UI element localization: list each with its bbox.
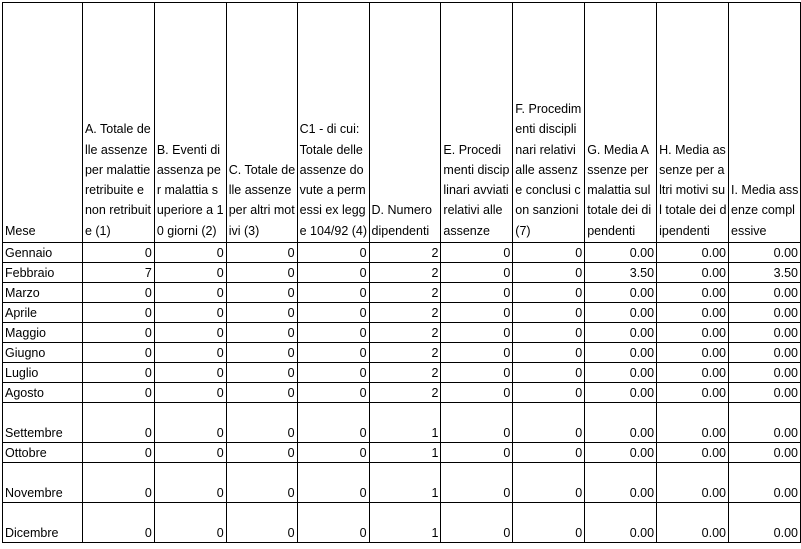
table-row bbox=[3, 243, 801, 263]
cell-c1: 0 bbox=[297, 443, 369, 463]
cell-c1: 0 bbox=[297, 303, 369, 323]
cell-d: 1 bbox=[369, 443, 441, 463]
cell-a: 0 bbox=[82, 503, 154, 543]
cell-c1: 0 bbox=[297, 283, 369, 303]
table-row bbox=[3, 343, 801, 363]
cell-e: 0 bbox=[441, 363, 513, 383]
header-g: G. Media Assenze per malattia sul totale dei dipendenti bbox=[585, 3, 657, 243]
table-row bbox=[3, 263, 801, 283]
cell-a: 0 bbox=[82, 383, 154, 403]
cell-b: 0 bbox=[154, 403, 226, 443]
cell-e: 0 bbox=[441, 263, 513, 283]
cell-b: 0 bbox=[154, 263, 226, 283]
cell-i: 0.00 bbox=[729, 323, 801, 343]
table-row bbox=[3, 363, 801, 383]
cell-f: 0 bbox=[513, 343, 585, 363]
cell-e: 0 bbox=[441, 323, 513, 343]
cell-mese: Ottobre bbox=[3, 443, 83, 463]
table-row bbox=[3, 463, 801, 503]
cell-c1: 0 bbox=[297, 463, 369, 503]
cell-a: 0 bbox=[82, 243, 154, 263]
cell-d: 1 bbox=[369, 503, 441, 543]
cell-g: 0.00 bbox=[585, 323, 657, 343]
cell-b: 0 bbox=[154, 463, 226, 503]
cell-c1: 0 bbox=[297, 343, 369, 363]
cell-d: 1 bbox=[369, 463, 441, 503]
cell-a: 0 bbox=[82, 363, 154, 383]
cell-h: 0.00 bbox=[657, 503, 729, 543]
cell-mese: Agosto bbox=[3, 383, 83, 403]
cell-b: 0 bbox=[154, 503, 226, 543]
cell-c1: 0 bbox=[297, 243, 369, 263]
header-a: A. Totale delle assenze per malattie retribuite e non retribuite (1) bbox=[82, 3, 154, 243]
header-h: H. Media assenze per altri motivi sul totale dei dipendenti bbox=[657, 3, 729, 243]
cell-i: 0.00 bbox=[729, 243, 801, 263]
cell-b: 0 bbox=[154, 303, 226, 323]
cell-i: 0.00 bbox=[729, 383, 801, 403]
cell-g: 0.00 bbox=[585, 443, 657, 463]
cell-d: 2 bbox=[369, 303, 441, 323]
cell-f: 0 bbox=[513, 323, 585, 343]
cell-e: 0 bbox=[441, 283, 513, 303]
cell-c: 0 bbox=[226, 383, 297, 403]
cell-f: 0 bbox=[513, 263, 585, 283]
cell-a: 0 bbox=[82, 403, 154, 443]
cell-g: 0.00 bbox=[585, 403, 657, 443]
cell-b: 0 bbox=[154, 363, 226, 383]
header-c: C. Totale delle assenze per altri motivi (3) bbox=[226, 3, 297, 243]
cell-c: 0 bbox=[226, 243, 297, 263]
cell-f: 0 bbox=[513, 363, 585, 383]
cell-c1: 0 bbox=[297, 323, 369, 343]
cell-i: 3.50 bbox=[729, 263, 801, 283]
cell-h: 0.00 bbox=[657, 403, 729, 443]
cell-a: 0 bbox=[82, 343, 154, 363]
cell-g: 3.50 bbox=[585, 263, 657, 283]
cell-i: 0.00 bbox=[729, 303, 801, 323]
cell-b: 0 bbox=[154, 323, 226, 343]
cell-d: 2 bbox=[369, 283, 441, 303]
cell-g: 0.00 bbox=[585, 503, 657, 543]
cell-i: 0.00 bbox=[729, 443, 801, 463]
cell-c1: 0 bbox=[297, 503, 369, 543]
cell-g: 0.00 bbox=[585, 363, 657, 383]
cell-f: 0 bbox=[513, 243, 585, 263]
cell-d: 2 bbox=[369, 383, 441, 403]
cell-c: 0 bbox=[226, 283, 297, 303]
cell-i: 0.00 bbox=[729, 503, 801, 543]
cell-a: 0 bbox=[82, 463, 154, 503]
cell-e: 0 bbox=[441, 303, 513, 323]
cell-mese: Marzo bbox=[3, 283, 83, 303]
cell-mese: Maggio bbox=[3, 323, 83, 343]
cell-d: 2 bbox=[369, 263, 441, 283]
cell-mese: Gennaio bbox=[3, 243, 83, 263]
table-row bbox=[3, 283, 801, 303]
cell-g: 0.00 bbox=[585, 343, 657, 363]
cell-f: 0 bbox=[513, 283, 585, 303]
cell-mese: Aprile bbox=[3, 303, 83, 323]
cell-f: 0 bbox=[513, 463, 585, 503]
cell-h: 0.00 bbox=[657, 303, 729, 323]
cell-e: 0 bbox=[441, 343, 513, 363]
cell-g: 0.00 bbox=[585, 283, 657, 303]
cell-e: 0 bbox=[441, 463, 513, 503]
cell-i: 0.00 bbox=[729, 463, 801, 503]
header-f: F. Procedimenti disciplinari relativi alle assenze conclusi con sanzioni (7) bbox=[513, 3, 585, 243]
cell-c1: 0 bbox=[297, 383, 369, 403]
cell-h: 0.00 bbox=[657, 243, 729, 263]
cell-h: 0.00 bbox=[657, 283, 729, 303]
cell-a: 0 bbox=[82, 303, 154, 323]
header-e: E. Procedimenti disciplinari avviati relativi alle assenze bbox=[441, 3, 513, 243]
cell-c: 0 bbox=[226, 303, 297, 323]
cell-i: 0.00 bbox=[729, 363, 801, 383]
cell-e: 0 bbox=[441, 383, 513, 403]
cell-b: 0 bbox=[154, 243, 226, 263]
cell-e: 0 bbox=[441, 403, 513, 443]
cell-mese: Novembre bbox=[3, 463, 83, 503]
cell-d: 2 bbox=[369, 243, 441, 263]
header-b: B. Eventi di assenza per malattia superiore a 10 giorni (2) bbox=[154, 3, 226, 243]
cell-f: 0 bbox=[513, 503, 585, 543]
cell-i: 0.00 bbox=[729, 343, 801, 363]
cell-c: 0 bbox=[226, 443, 297, 463]
cell-mese: Settembre bbox=[3, 403, 83, 443]
cell-b: 0 bbox=[154, 443, 226, 463]
cell-g: 0.00 bbox=[585, 243, 657, 263]
cell-d: 2 bbox=[369, 343, 441, 363]
cell-c1: 0 bbox=[297, 363, 369, 383]
table-row bbox=[3, 383, 801, 403]
absence-table bbox=[2, 2, 801, 543]
cell-i: 0.00 bbox=[729, 283, 801, 303]
cell-g: 0.00 bbox=[585, 303, 657, 323]
header-mese: Mese bbox=[3, 3, 83, 243]
table-row bbox=[3, 303, 801, 323]
cell-mese: Febbraio bbox=[3, 263, 83, 283]
cell-mese: Dicembre bbox=[3, 503, 83, 543]
cell-g: 0.00 bbox=[585, 383, 657, 403]
header-i: I. Media assenze complessive bbox=[729, 3, 801, 243]
cell-a: 0 bbox=[82, 443, 154, 463]
cell-c: 0 bbox=[226, 463, 297, 503]
cell-f: 0 bbox=[513, 383, 585, 403]
header-d: D. Numero dipendenti bbox=[369, 3, 441, 243]
cell-c: 0 bbox=[226, 503, 297, 543]
cell-mese: Luglio bbox=[3, 363, 83, 383]
cell-a: 7 bbox=[82, 263, 154, 283]
cell-h: 0.00 bbox=[657, 443, 729, 463]
cell-i: 0.00 bbox=[729, 403, 801, 443]
cell-c: 0 bbox=[226, 363, 297, 383]
cell-mese: Giugno bbox=[3, 343, 83, 363]
cell-a: 0 bbox=[82, 323, 154, 343]
table-row bbox=[3, 323, 801, 343]
cell-h: 0.00 bbox=[657, 323, 729, 343]
cell-h: 0.00 bbox=[657, 363, 729, 383]
table-row bbox=[3, 443, 801, 463]
cell-c: 0 bbox=[226, 343, 297, 363]
cell-b: 0 bbox=[154, 283, 226, 303]
cell-c1: 0 bbox=[297, 263, 369, 283]
cell-b: 0 bbox=[154, 343, 226, 363]
cell-d: 1 bbox=[369, 403, 441, 443]
cell-e: 0 bbox=[441, 503, 513, 543]
cell-h: 0.00 bbox=[657, 463, 729, 503]
cell-f: 0 bbox=[513, 403, 585, 443]
cell-d: 2 bbox=[369, 323, 441, 343]
header-row bbox=[3, 3, 801, 243]
cell-f: 0 bbox=[513, 443, 585, 463]
cell-c: 0 bbox=[226, 263, 297, 283]
cell-f: 0 bbox=[513, 303, 585, 323]
header-c1: C1 - di cui: Totale delle assenze dovute a permessi ex legge 104/92 (4) bbox=[297, 3, 369, 243]
cell-a: 0 bbox=[82, 283, 154, 303]
cell-h: 0.00 bbox=[657, 383, 729, 403]
cell-d: 2 bbox=[369, 363, 441, 383]
cell-h: 0.00 bbox=[657, 343, 729, 363]
cell-e: 0 bbox=[441, 443, 513, 463]
table-row bbox=[3, 503, 801, 543]
cell-c: 0 bbox=[226, 403, 297, 443]
cell-c: 0 bbox=[226, 323, 297, 343]
cell-h: 0.00 bbox=[657, 263, 729, 283]
cell-e: 0 bbox=[441, 243, 513, 263]
cell-g: 0.00 bbox=[585, 463, 657, 503]
table-row bbox=[3, 403, 801, 443]
cell-b: 0 bbox=[154, 383, 226, 403]
cell-c1: 0 bbox=[297, 403, 369, 443]
